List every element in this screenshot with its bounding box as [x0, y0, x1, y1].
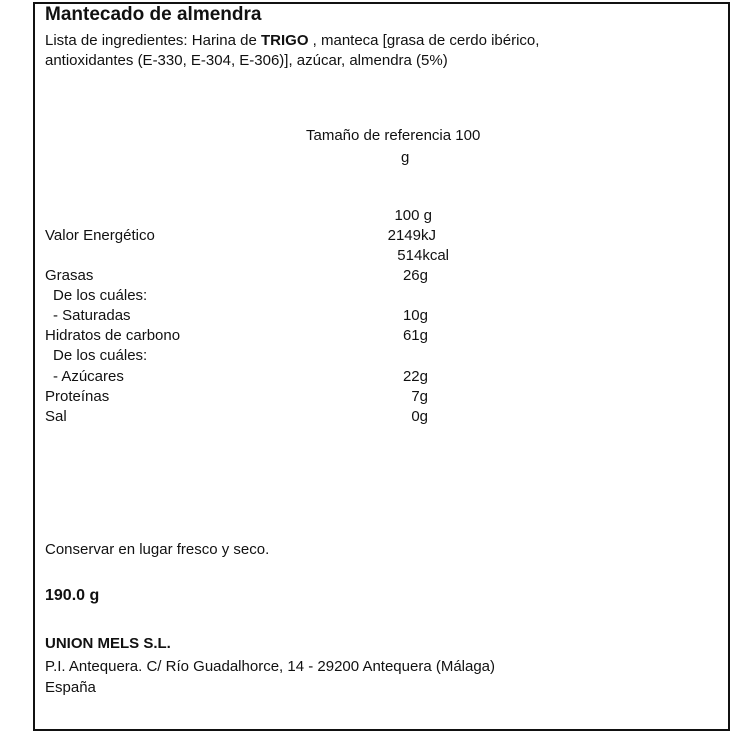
nutrition-value-carbohydrates: 61g	[402, 327, 428, 344]
manufacturer-name: UNION MELS S.L.	[45, 635, 171, 652]
nutrition-label-saturates: - Saturadas	[53, 307, 131, 324]
nutrition-value-protein: 7g	[411, 388, 428, 405]
reference-size-line-2: g	[401, 149, 410, 166]
nutrition-label-salt: Sal	[45, 408, 67, 425]
nutrition-value-sugars: 22g	[402, 368, 428, 385]
nutrition-label-sugars: - Azúcares	[53, 368, 124, 385]
net-weight: 190.0 g	[45, 587, 100, 604]
storage-instructions: Conservar en lugar fresco y seco.	[45, 541, 270, 558]
nutrition-label-fat: Grasas	[45, 267, 94, 284]
ingredients-suffix: , manteca [grasa de cerdo ibérico,	[308, 32, 540, 49]
nutrition-value-energy-kj: 2149kJ	[387, 227, 436, 244]
nutrition-label-of-which-1: De los cuáles:	[53, 287, 148, 304]
ingredients-allergen: TRIGO	[260, 32, 309, 49]
label-frame	[33, 2, 730, 731]
nutrition-label-energy: Valor Energético	[45, 227, 155, 244]
nutrition-label-protein: Proteínas	[45, 388, 110, 405]
nutrition-value-saturates: 10g	[402, 307, 428, 324]
nutrition-label-carbohydrates: Hidratos de carbono	[45, 327, 181, 344]
reference-size-line-1: Tamaño de referencia 100	[306, 127, 481, 144]
nutrition-value-energy-kcal: 514kcal	[397, 247, 449, 264]
nutrition-value-salt: 0g	[411, 408, 428, 425]
product-title: Mantecado de almendra	[45, 4, 262, 25]
nutrition-label-of-which-2: De los cuáles:	[53, 347, 148, 364]
ingredients-line-1	[45, 31, 539, 51]
ingredients-prefix: Lista de ingredientes: Harina de	[45, 32, 261, 49]
manufacturer-address: P.I. Antequera. C/ Río Guadalhorce, 14 - 29200 Antequera (Málaga)	[45, 658, 496, 675]
manufacturer-country: España	[45, 679, 96, 696]
nutrition-column-header: 100 g	[394, 207, 432, 224]
nutrition-value-fat: 26g	[402, 267, 428, 284]
ingredients-line-2: antioxidantes (E-330, E-304, E-306)], azúcar, almendra (5%)	[45, 52, 448, 69]
